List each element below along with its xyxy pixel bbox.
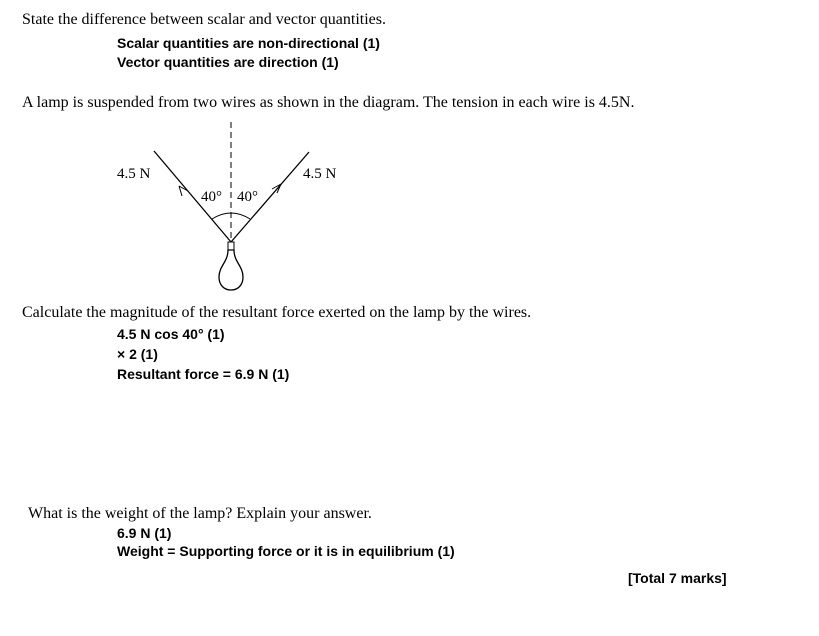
q2-answer-1: 4.5 N cos 40° (1) <box>117 326 225 342</box>
left-force-label: 4.5 N <box>117 166 151 182</box>
q2-answer-3: Resultant force = 6.9 N (1) <box>117 366 290 382</box>
lamp-bulb-icon <box>219 250 243 290</box>
q3-answer-2: Weight = Supporting force or it is in equilibrium (1) <box>117 543 455 559</box>
right-force-label: 4.5 N <box>303 166 337 182</box>
q2-question: Calculate the magnitude of the resultant force exerted on the lamp by the wires. <box>22 304 532 321</box>
total-marks: [Total 7 marks] <box>628 570 727 586</box>
q1-question: State the difference between scalar and vector quantities. <box>22 11 386 28</box>
q3-question: What is the weight of the lamp? Explain your answer. <box>28 505 372 522</box>
left-arrow-icon <box>179 186 188 196</box>
q1-answer-1: Scalar quantities are non-directional (1) <box>117 35 380 51</box>
q3-answer-1: 6.9 N (1) <box>117 525 172 541</box>
left-angle-label: 40° <box>201 189 222 205</box>
right-angle-label: 40° <box>237 189 258 205</box>
q2-answer-2: × 2 (1) <box>117 346 158 362</box>
q1-answer-2: Vector quantities are direction (1) <box>117 54 339 70</box>
q2-intro: A lamp is suspended from two wires as shown in the diagram. The tension in each wire is 4.5N. <box>22 94 635 111</box>
lamp-base <box>228 242 234 250</box>
